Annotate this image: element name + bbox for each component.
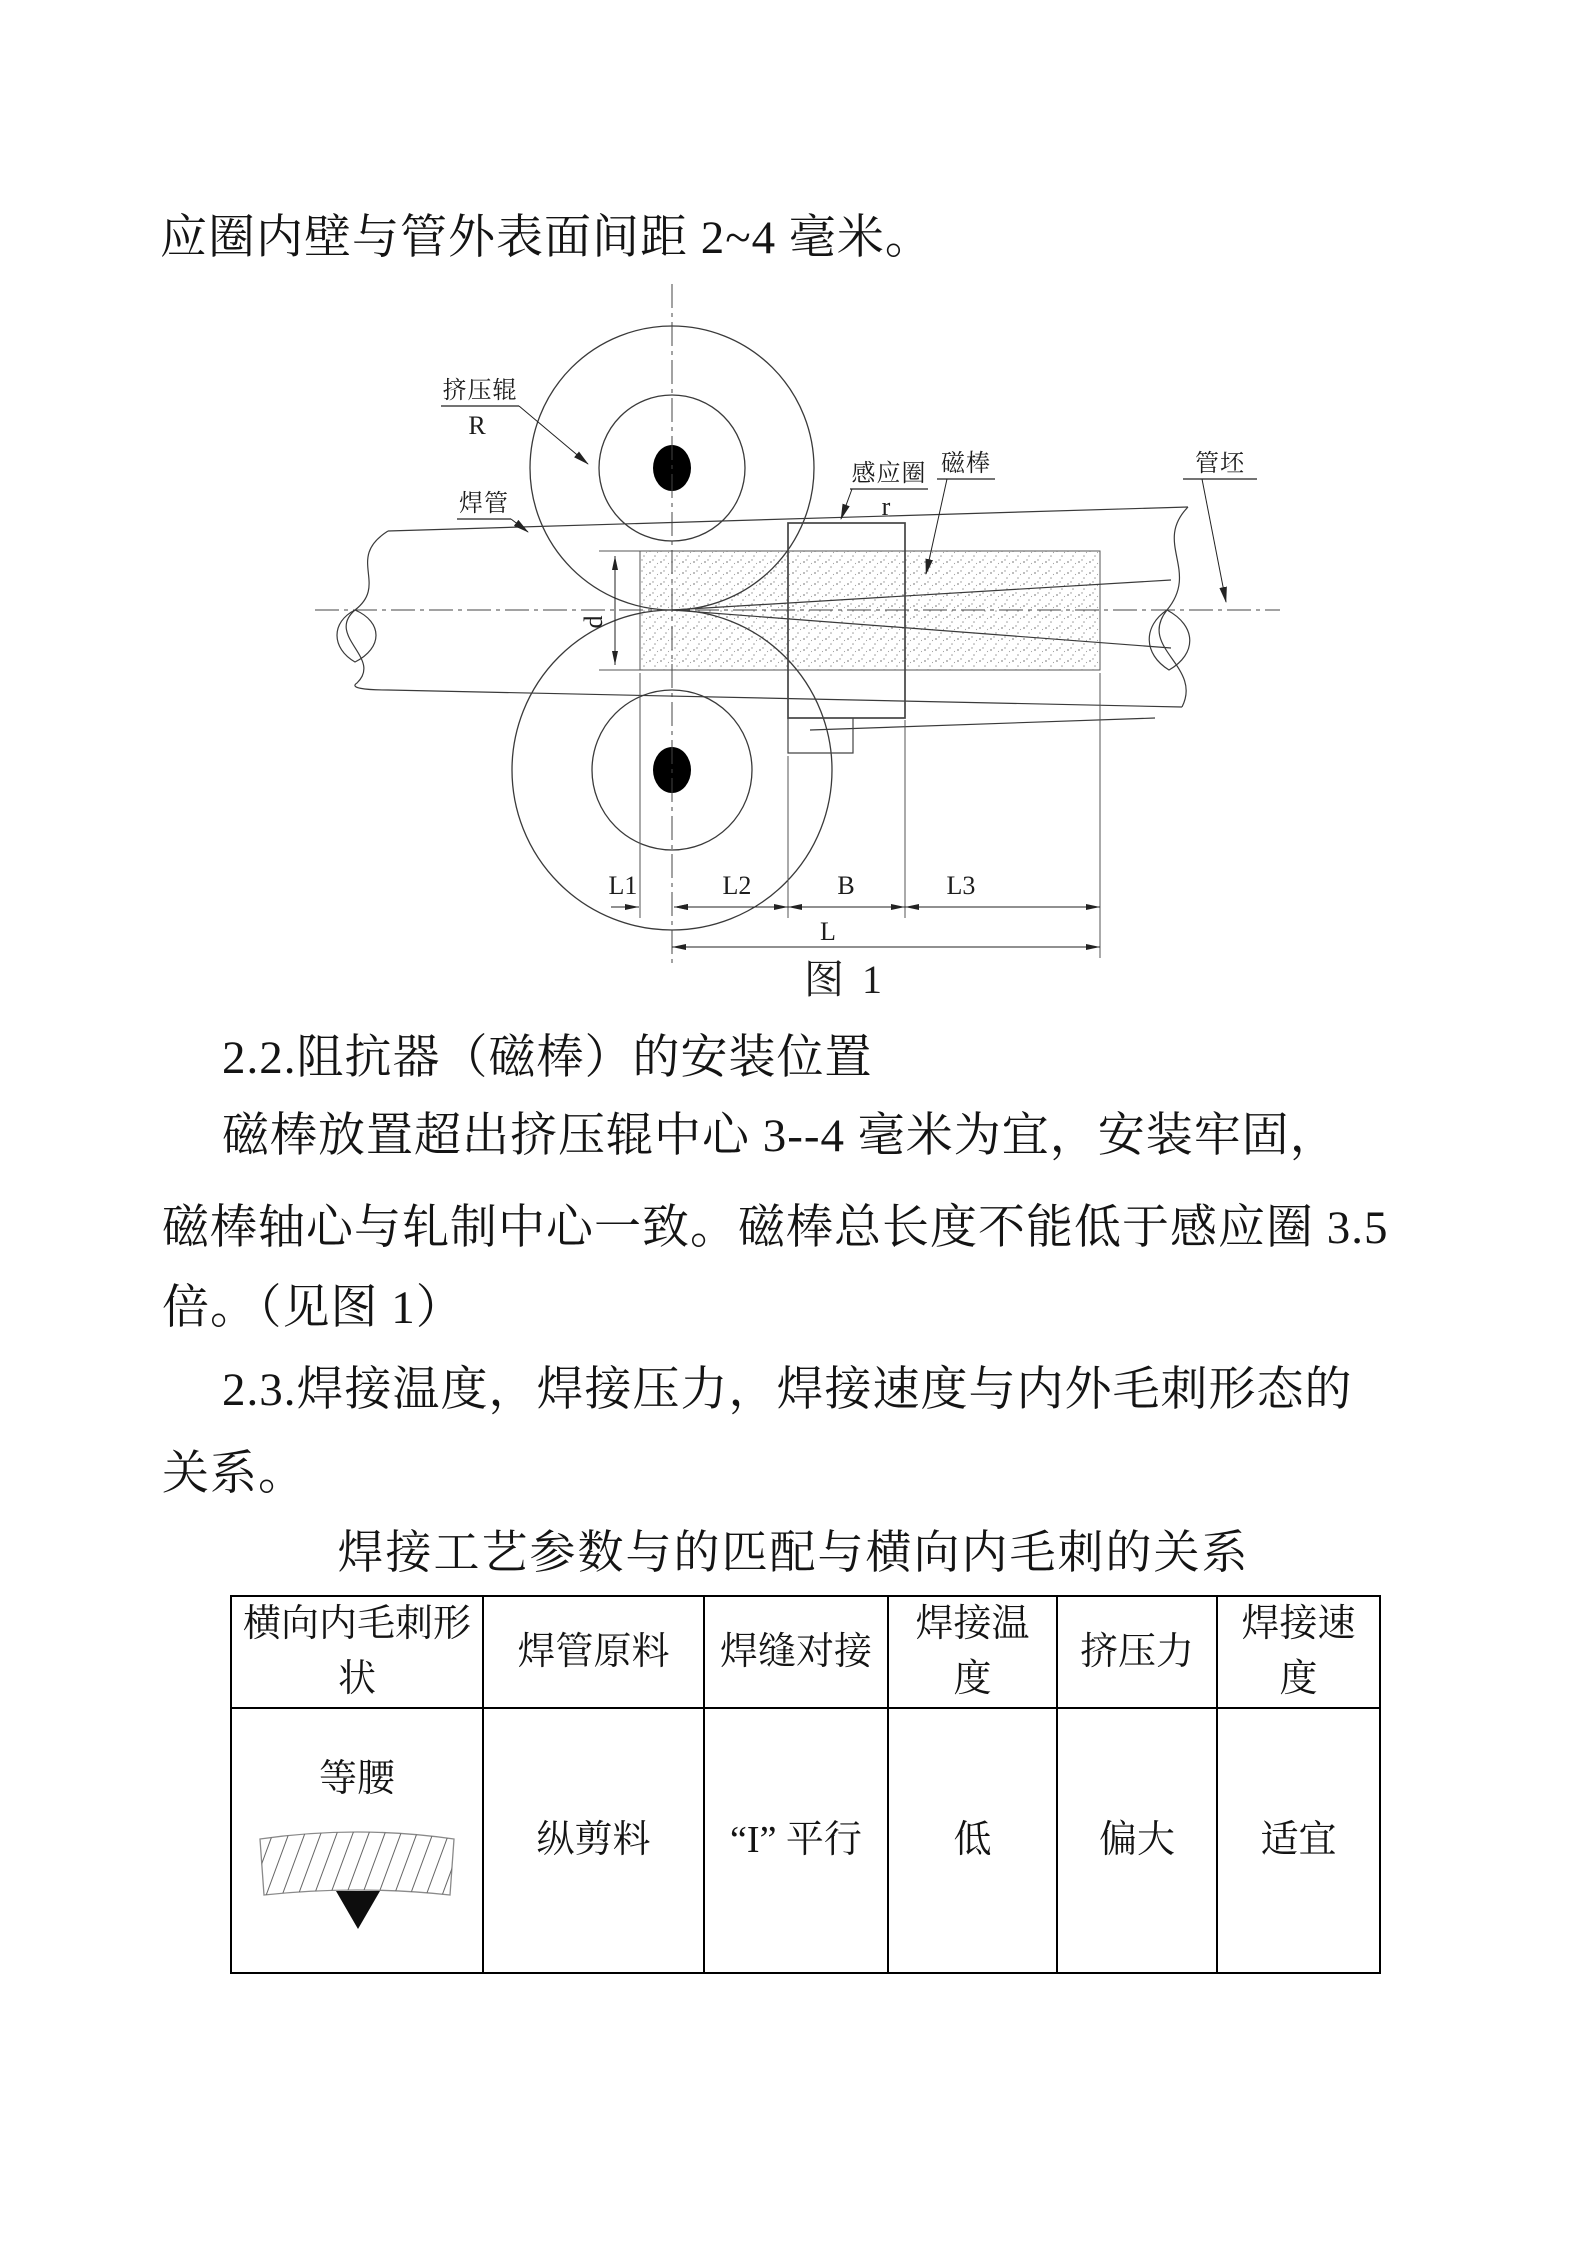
dim-l3-label: L3 <box>946 871 976 900</box>
svg-text:焊管: 焊管 <box>459 491 509 517</box>
svg-text:挤压辊: 挤压辊 <box>442 378 518 404</box>
svg-text:r: r <box>881 492 891 521</box>
cell-weld-temp: 低 <box>888 1708 1057 1973</box>
dimension-row <box>611 907 1100 947</box>
callout-squeeze-roller <box>441 377 588 464</box>
table-header-row <box>231 1596 1380 1708</box>
section-2-3-cont: 关系。 <box>162 1448 306 1500</box>
inner-burr-triangle <box>336 1891 380 1929</box>
header-seam-butt: 焊缝对接 <box>704 1596 888 1708</box>
svg-text:管坯: 管坯 <box>1195 451 1245 477</box>
header-weld-temp: 焊接温度 <box>888 1596 1057 1708</box>
right-break-curve <box>1159 507 1188 707</box>
intro-line: 应圈内壁与管外表面间距 2~4 毫米。 <box>160 212 933 264</box>
dim-d-label: d <box>579 615 608 629</box>
cell-seam-butt: “I” 平行 <box>704 1708 888 1973</box>
svg-text:感应圈: 感应圈 <box>851 461 927 487</box>
table-title: 焊接工艺参数与的匹配与横向内毛刺的关系 <box>337 1527 1250 1578</box>
header-squeeze-force: 挤压力 <box>1057 1596 1217 1708</box>
header-weld-speed: 焊接速度 <box>1217 1596 1380 1708</box>
table-row <box>231 1708 1380 1973</box>
cell-burr-shape <box>231 1708 483 1973</box>
right-break-lens <box>1149 610 1190 670</box>
callout-welded-pipe <box>457 490 528 532</box>
cell-squeeze-force: 偏大 <box>1057 1708 1217 1973</box>
para-2-2-line1: 磁棒放置超出挤压辊中心 3--4 毫米为宜，安装牢固， <box>222 1110 1338 1162</box>
svg-text:磁棒: 磁棒 <box>941 451 991 477</box>
burr-shape-label: 等腰 <box>318 1758 395 1801</box>
para-2-2-line3: 倍。（见图 1） <box>162 1282 464 1334</box>
section-2-3-heading: 2.3.焊接温度，焊接压力，焊接速度与内外毛刺形态的 <box>222 1364 1353 1416</box>
process-parameter-table <box>230 1595 1381 1974</box>
dim-l1-label: L1 <box>608 871 638 900</box>
header-raw-material: 焊管原料 <box>483 1596 704 1708</box>
para-2-2-line2: 磁棒轴心与轧制中心一致。磁棒总长度不能低于感应圈 3.5 <box>162 1202 1389 1254</box>
svg-text:R: R <box>468 411 486 440</box>
left-break-lens <box>337 610 376 662</box>
cell-weld-speed: 适宜 <box>1217 1708 1380 1973</box>
cell-raw-material: 纵剪料 <box>483 1708 704 1973</box>
figure-1-diagram <box>285 218 1305 1018</box>
dim-b-label: B <box>837 871 855 900</box>
burr-shape-cell <box>240 1752 474 1929</box>
dim-l2-label: L2 <box>722 871 752 900</box>
header-burr-shape: 横向内毛刺形状 <box>231 1596 483 1708</box>
figure-1-caption: 图 1 <box>804 957 886 1002</box>
section-2-2-heading: 2.2.阻抗器（磁棒）的安装位置 <box>222 1032 873 1084</box>
callout-tube-blank <box>1183 450 1257 602</box>
callout-induction-coil <box>841 460 928 521</box>
pipe-wall-band <box>260 1832 454 1895</box>
dim-l-label: L <box>820 917 836 946</box>
isosceles-burr-drawing <box>252 1817 462 1929</box>
